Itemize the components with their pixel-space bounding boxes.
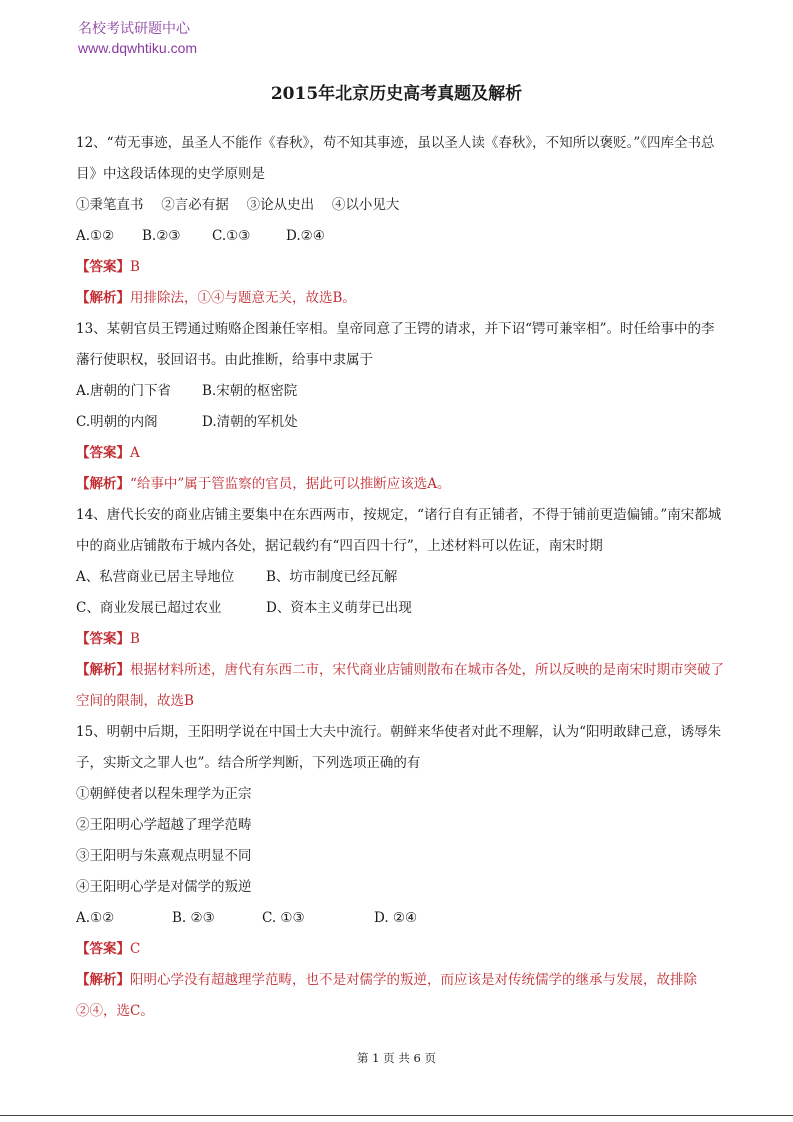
question-options	[76, 221, 724, 252]
header-url[interactable]: www.dqwhtiku.com	[78, 40, 198, 56]
question-options-row-2	[76, 593, 724, 624]
option-a: A、私营商业已居主导地位	[76, 569, 235, 585]
analysis-text: 用排除法，①④与题意无关，故选B。	[130, 290, 356, 306]
question-options	[76, 903, 724, 934]
question-options-row-2	[76, 407, 724, 438]
question-15	[76, 717, 724, 1027]
question-stem: 12、“苟无事迹，虽圣人不能作《春秋》，苟不知其事迹，虽以圣人读《春秋》，不知所以褒贬。”《四库全书总目》中这段话体现的史学原则是	[76, 135, 715, 182]
analysis-line	[76, 655, 724, 717]
question-list	[76, 128, 724, 1027]
answer-value: B	[130, 259, 140, 275]
option-a: A.唐朝的门下省	[76, 383, 172, 399]
option-c: C、商业发展已超过农业	[76, 600, 222, 616]
option-d: D.②④	[286, 228, 325, 244]
answer-value: B	[130, 631, 140, 647]
option-d: D、资本主义萌芽已出现	[266, 600, 412, 616]
answer-line	[76, 934, 724, 965]
question-stem: 15、明朝中后期，王阳明学说在中国士大夫中流行。朝鲜来华使者对此不理解，认为“阳明敢肆己意，诱辱朱子，实斯文之罪人也”。结合所学判断，下列选项正确的有	[76, 724, 722, 771]
page-header	[78, 20, 197, 58]
option-b: B.宋朝的枢密院	[202, 383, 298, 399]
option-a: A.①②	[76, 910, 115, 926]
question-12	[76, 128, 724, 314]
option-b: B. ②③	[172, 910, 215, 926]
answer-value: A	[130, 445, 140, 461]
option-c: C. ①③	[262, 910, 305, 926]
analysis-line	[76, 965, 724, 1027]
statement-3: ③王阳明与朱熹观点明显不同	[76, 848, 252, 864]
header-org-name: 名校考试研题中心	[78, 21, 190, 37]
question-stem: 13、某朝官员王锷通过贿赂企图兼任宰相。皇帝同意了王锷的请求，并下诏“锷可兼宰相”。时任给事中的李藩行使职权，驳回诏书。由此推断，给事中隶属于	[76, 321, 715, 368]
page-title: 2015年北京历史高考真题及解析	[270, 84, 523, 104]
question-options-row-1	[76, 376, 724, 407]
analysis-text: “给事中”属于管监察的官员，据此可以推断应该选A。	[130, 476, 451, 492]
answer-line	[76, 438, 724, 469]
statement-1: ①朝鲜使者以程朱理学为正宗	[76, 786, 252, 802]
answer-line	[76, 252, 724, 283]
analysis-text: 根据材料所述，唐代有东西二市，宋代商业店铺则散布在城市各处，所以反映的是南宋时期市突破了空间的限制，故选B	[76, 662, 724, 709]
option-c: C.明朝的内阁	[76, 414, 158, 430]
answer-tag: 【答案】	[76, 259, 130, 275]
analysis-tag: 【解析】	[76, 290, 130, 306]
option-b: B.②③	[142, 228, 181, 244]
question-stem: 14、唐代长安的商业店铺主要集中在东西两市，按规定，“诸行自有正铺者，不得于铺前更造偏铺。”南宋都城中的商业店铺散布于城内各处，据记载约有“四百四十行”，上述材料可以佐证，南宋时期	[76, 507, 722, 554]
analysis-line	[76, 283, 724, 314]
statement-4: ④王阳明心学是对儒学的叛逆	[76, 879, 252, 895]
analysis-line	[76, 469, 724, 500]
answer-tag: 【答案】	[76, 445, 130, 461]
analysis-text: 阳明心学没有超越理学范畴，也不是对儒学的叛逆，而应该是对传统儒学的继承与发展，故排除②④，选C。	[76, 972, 697, 1019]
option-d: D.清朝的军机处	[202, 414, 298, 430]
answer-tag: 【答案】	[76, 631, 130, 647]
question-options-row-1	[76, 562, 724, 593]
analysis-tag: 【解析】	[76, 476, 130, 492]
analysis-tag: 【解析】	[76, 662, 130, 678]
question-statements: ①秉笔直书 ②言必有据 ③论从史出 ④以小见大	[76, 197, 400, 213]
page-footer: 第 1 页 共 6 页	[357, 1051, 436, 1065]
analysis-tag: 【解析】	[76, 972, 130, 988]
option-c: C.①③	[212, 228, 251, 244]
option-a: A.①②	[76, 228, 115, 244]
option-b: B、坊市制度已经瓦解	[266, 569, 398, 585]
question-14	[76, 500, 724, 717]
option-d: D. ②④	[374, 910, 418, 926]
statement-2: ②王阳明心学超越了理学范畴	[76, 817, 252, 833]
question-13	[76, 314, 724, 500]
answer-line	[76, 624, 724, 655]
answer-tag: 【答案】	[76, 941, 130, 957]
bottom-divider	[0, 1115, 793, 1116]
answer-value: C	[130, 941, 141, 957]
